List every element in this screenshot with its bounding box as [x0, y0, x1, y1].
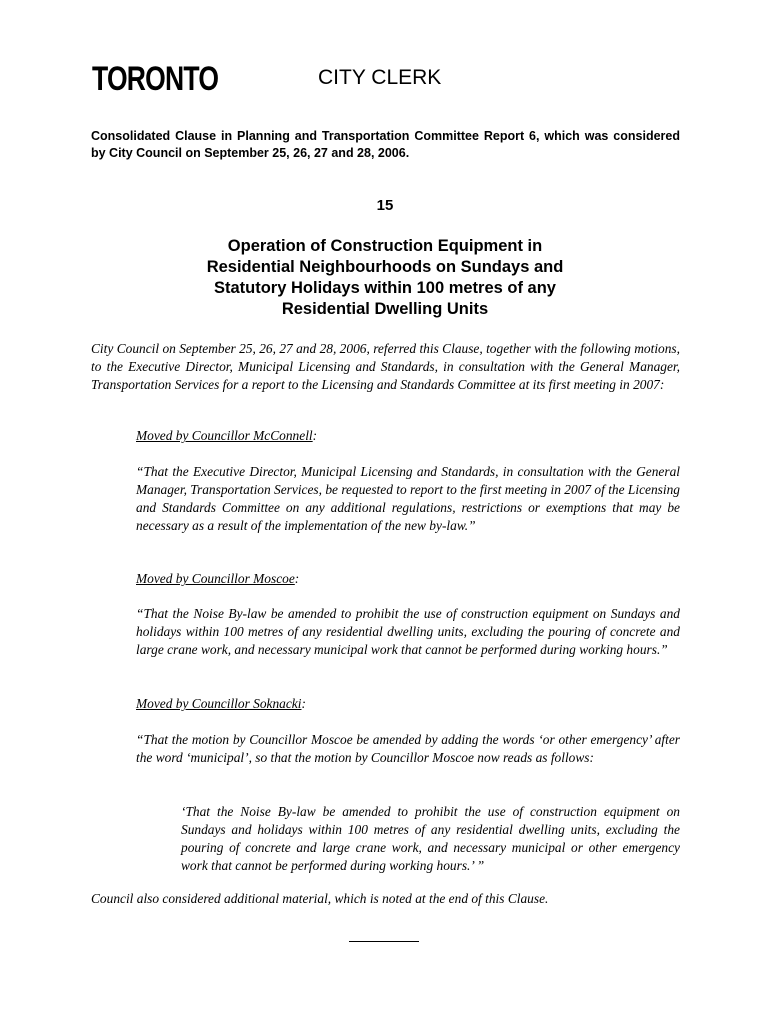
toronto-logo — [90, 46, 250, 98]
referral-paragraph: City Council on September 25, 26, 27 and 28, 2006, referred this Clause, together with the following motions, to the Executive Director, Municipal Licensing and Standards, in consultation with the General Manager, Transportation Services for a report to the Licensing and Standards Committee at its first meeting in 2007: — [91, 341, 680, 392]
mover-name: Moved by Councillor Moscoe — [136, 571, 295, 586]
closing-note: Council also considered additional material, which is noted at the end of this Clause. — [91, 891, 549, 906]
item-number: 15 — [376, 197, 394, 214]
divider — [349, 941, 419, 942]
title-line: Residential Neighbourhoods on Sundays and — [206, 258, 564, 276]
title-line: Statutory Holidays within 100 metres of any — [213, 279, 556, 297]
title-line: Residential Dwelling Units — [281, 300, 489, 318]
mover-name: Moved by Councillor McConnell — [136, 428, 313, 443]
mover-name: Moved by Councillor Soknacki — [136, 696, 302, 711]
motion-mover: Moved by Councillor Moscoe: — [136, 571, 300, 586]
motion-text: “That the Noise By-law be amended to prohibit the use of construction equipment on Sundays and holidays within 100 metres of any residential dwelling units, excluding the pouring of concrete and large crane work, and necessary municipal work that cannot be performed during working hours.” — [136, 606, 680, 657]
amended-motion-text: ‘That the Noise By-law be amended to prohibit the use of construction equipment on Sundays and holidays within 100 metres of any residential dwelling units, excluding the pouring of concrete and large crane work, and necessary municipal or other emergency work that cannot be performed during working hours.’ ” — [181, 804, 680, 873]
logo-wordmark: TORONTO — [92, 60, 219, 98]
clause-title — [180, 236, 590, 320]
motion-text: “That the Executive Director, Municipal Licensing and Standards, in consultation with the General Manager, Transportation Services, be requested to report to the first meeting in 2007 of the Licensing and Standards Committee on any additional regulations, restrictions or exemptions that may be necessary as a result of the implementation of the new by-law.” — [136, 464, 680, 533]
motion-mover: Moved by Councillor Soknacki: — [136, 696, 306, 711]
title-line: Operation of Construction Equipment in — [227, 237, 543, 255]
motion-mover: Moved by Councillor McConnell: — [136, 428, 318, 443]
department-title: CITY CLERK — [318, 66, 442, 89]
motion-text: “That the motion by Councillor Moscoe be amended by adding the words ‘or other emergency’ after the word ‘municipal’, so that the motion by Councillor Moscoe now reads as follows: — [136, 732, 680, 765]
consolidated-clause-intro: Consolidated Clause in Planning and Transportation Committee Report 6, which was considered by City Council on September 25, 26, 27 and 28, 2006. — [91, 129, 680, 160]
